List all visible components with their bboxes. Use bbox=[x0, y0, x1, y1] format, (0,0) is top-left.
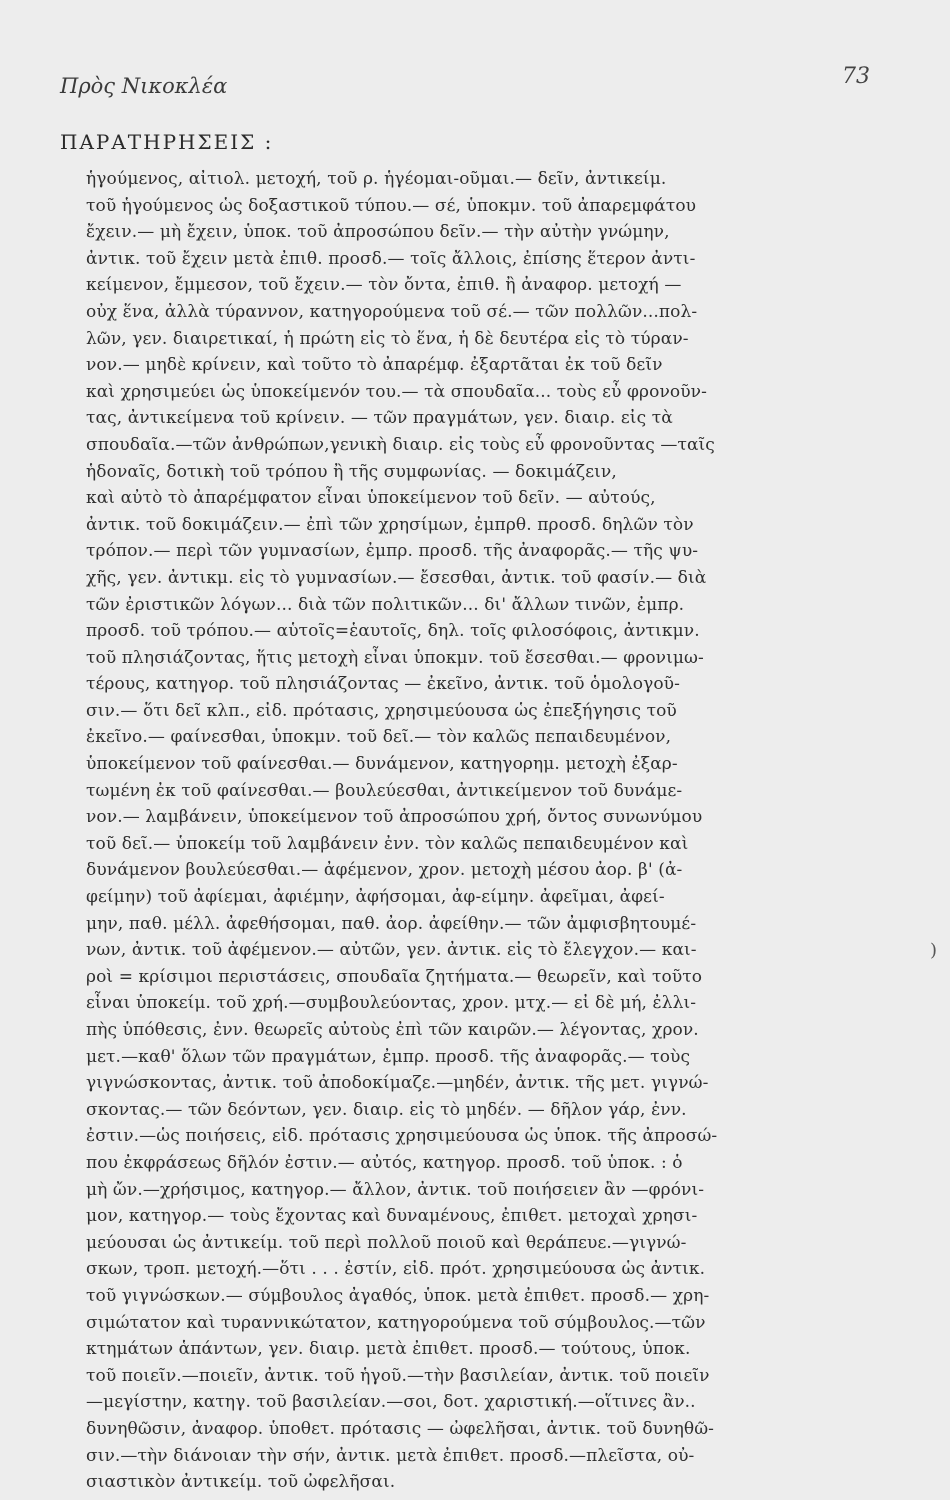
text-line: φείμην) τοῦ ἀφίεμαι, ἀφιέμην, ἀφήσομαι, ἀφ-είμην. ἀφεῖμαι, ἀφεί- bbox=[86, 887, 665, 908]
text-line: ἔχειν.— μὴ ἔχειν, ὑποκ. τοῦ ἀπροσώπου δεῖν.— τὴν αὐτὴν γνώμην, bbox=[86, 222, 670, 243]
text-line: δυνηθῶσιν, ἀναφορ. ὑποθετ. πρότασις — ὠφελῆσαι, ἀντικ. τοῦ δυνηθῶ- bbox=[86, 1418, 715, 1439]
text-line: ἡδοναῖς, δοτικὴ τοῦ τρόπου ἢ τῆς συμφωνίας. — δοκιμάζειν, bbox=[86, 461, 617, 482]
text-line: σιαστικὸν ἀντικείμ. τοῦ ὠφελῆσαι. bbox=[86, 1472, 396, 1493]
text-line: καὶ αὐτὸ τὸ ἀπαρέμφατον εἶναι ὑποκείμενον τοῦ δεῖν. — αὐτούς, bbox=[86, 488, 656, 509]
text-line: τοῦ γιγνώσκων.— σύμβουλος ἀγαθός, ὑποκ. μετὰ ἐπιθετ. προσδ.— χρη- bbox=[86, 1285, 710, 1306]
text-line: τρόπον.— περὶ τῶν γυμνασίων, ἐμπρ. προσδ. τῆς ἀναφορᾶς.— τῆς ψυ- bbox=[86, 541, 699, 562]
text-line: σκοντας.— τῶν δεόντων, γεν. διαιρ. εἰς τὸ μηδέν. — δῆλον γάρ, ἐνν. bbox=[86, 1099, 687, 1120]
body-text bbox=[86, 166, 886, 1496]
text-line: σιμώτατον καὶ τυραννικώτατον, κατηγορούμενα τοῦ σύμβουλος.—τῶν bbox=[86, 1312, 706, 1333]
text-line: νον.— λαμβάνειν, ὑποκείμενον τοῦ ἀπροσώπου χρή, ὄντος συνωνύμου bbox=[86, 807, 703, 828]
text-line: τωμένη ἐκ τοῦ φαίνεσθαι.— βουλεύεσθαι, ἀντικείμενον τοῦ δυνάμε- bbox=[86, 780, 683, 801]
text-line: νον.— μηδὲ κρίνειν, καὶ τοῦτο τὸ ἀπαρέμφ. ἐξαρτᾶται ἐκ τοῦ δεῖν bbox=[86, 355, 663, 376]
text-line: νων, ἀντικ. τοῦ ἀφέμενον.— αὐτῶν, γεν. ἀντικ. εἰς τὸ ἔλεγχον.— και- bbox=[86, 940, 697, 961]
text-line: προσδ. τοῦ τρόπου.— αὑτοῖς=ἑαυτοῖς, δηλ. τοῖς φιλοσόφοις, ἀντικμν. bbox=[86, 621, 700, 642]
text-line: που ἐκφράσεως δῆλόν ἐστιν.— αὐτός, κατηγορ. προσδ. τοῦ ὑποκ. : ὁ bbox=[86, 1152, 683, 1173]
text-line: τοῦ ποιεῖν.—ποιεῖν, ἀντικ. τοῦ ἡγοῦ.—τὴν βασιλείαν, ἀντικ. τοῦ ποιεῖν bbox=[86, 1365, 710, 1386]
text-line: τέρους, κατηγορ. τοῦ πλησιάζοντας — ἐκεῖνο, ἀντικ. τοῦ ὁμολογοῦ- bbox=[86, 674, 680, 695]
text-line: χῆς, γεν. ἀντικμ. εἰς τὸ γυμνασίων.— ἔσεσθαι, ἀντικ. τοῦ φασίν.— διὰ bbox=[86, 567, 707, 588]
text-line: γιγνώσκοντας, ἀντικ. τοῦ ἀποδοκίμαζε.—μηδέν, ἀντικ. τῆς μετ. γιγνώ- bbox=[86, 1073, 709, 1094]
text-line: σιν.—τὴν διάνοιαν τὴν σήν, ἀντικ. μετὰ ἐπιθετ. προσδ.—πλεῖστα, οὐ- bbox=[86, 1445, 695, 1466]
text-line: λῶν, γεν. διαιρετικαί, ἡ πρώτη εἰς τὸ ἕνα, ἡ δὲ δευτέρα εἰς τὸ τύραν- bbox=[86, 328, 689, 349]
text-line: μὴ ὤν.—χρήσιμος, κατηγορ.— ἄλλον, ἀντικ. τοῦ ποιήσειεν ἂν —φρόνι- bbox=[86, 1179, 705, 1200]
text-line: δυνάμενον βουλεύεσθαι.— ἀφέμενον, χρον. μετοχὴ μέσου ἀορ. β' (ἀ- bbox=[86, 860, 683, 881]
text-line: οὐχ ἕνα, ἀλλὰ τύραννον, κατηγορούμενα τοῦ σέ.— τῶν πολλῶν...πολ- bbox=[86, 301, 698, 322]
text-line: τοῦ ἡγούμενος ὡς δοξαστικοῦ τύπου.— σέ, ὑποκμν. τοῦ ἀπαρεμφάτου bbox=[86, 195, 697, 216]
text-line: σκων, τροπ. μετοχή.—ὅτι . . . ἐστίν, εἰδ. πρότ. χρησιμεύουσα ὡς ἀντικ. bbox=[86, 1259, 706, 1280]
text-line: σιν.— ὅτι δεῖ κλπ., εἰδ. πρότασις, χρησιμεύουσα ὡς ἐπεξήγησις τοῦ bbox=[86, 700, 677, 721]
text-line: μετ.—καθ' ὅλων τῶν πραγμάτων, ἐμπρ. προσδ. τῆς ἀναφορᾶς.— τοὺς bbox=[86, 1046, 691, 1067]
text-line: πὴς ὑπόθεσις, ἐνν. θεωρεῖς αὐτοὺς ἐπὶ τῶν καιρῶν.— λέγοντας, χρον. bbox=[86, 1020, 699, 1040]
text-line: σπουδαῖα.—τῶν ἀνθρώπων,γενικὴ διαιρ. εἰς τοὺς εὖ φρονοῦντας —ταῖς bbox=[86, 434, 715, 455]
page-number: 73 bbox=[842, 64, 870, 89]
text-line: κτημάτων ἁπάντων, γεν. διαιρ. μετὰ ἐπιθετ. προσδ.— τούτους, ὑποκ. bbox=[86, 1339, 691, 1360]
text-line: κείμενον, ἔμμεσον, τοῦ ἔχειν.— τὸν ὄντα, ἐπιθ. ἢ ἀναφορ. μετοχή — bbox=[86, 275, 682, 296]
text-line: καὶ χρησιμεύει ὡς ὑποκείμενόν του.— τὰ σπουδαῖα... τοὺς εὖ φρονοῦν- bbox=[86, 381, 707, 402]
text-line: ἀντικ. τοῦ δοκιμάζειν.— ἐπὶ τῶν χρησίμων, ἐμπρθ. προσδ. δηλῶν τὸν bbox=[86, 514, 694, 535]
text-line: εἶναι ὑποκείμ. τοῦ χρή.—συμβουλεύοντας, χρον. μτχ.— εἰ δὲ μή, ἐλλι- bbox=[86, 993, 697, 1014]
text-line: ἐκεῖνο.— φαίνεσθαι, ὑποκμν. τοῦ δεῖ.— τὸν καλῶς πεπαιδευμένον, bbox=[86, 727, 672, 748]
text-line: τοῦ πλησιάζοντας, ἥτις μετοχὴ εἶναι ὑποκμν. τοῦ ἔσεσθαι.— φρονιμω- bbox=[86, 647, 704, 668]
text-line: τας, ἀντικείμενα τοῦ κρίνειν. — τῶν πραγμάτων, γεν. διαιρ. εἰς τὰ bbox=[86, 408, 673, 429]
section-heading: ΠΑΡΑΤΗΡΗΣΕΙΣ : bbox=[60, 130, 274, 154]
margin-mark: ) bbox=[930, 940, 938, 961]
running-head: Πρὸς Νικοκλέα bbox=[60, 74, 228, 98]
text-line: ἀντικ. τοῦ ἔχειν μετὰ ἐπιθ. προσδ.— τοῖς ἄλλοις, ἐπίσης ἕτερον ἀντι- bbox=[86, 248, 696, 269]
text-line: μην, παθ. μέλλ. ἀφεθήσομαι, παθ. ἀορ. ἀφείθην.— τῶν ἀμφισβητουμέ- bbox=[86, 913, 697, 934]
text-line: τῶν ἐριστικῶν λόγων... διὰ τῶν πολιτικῶν... δι' ἄλλων τινῶν, ἐμπρ. bbox=[86, 594, 685, 615]
text-line: μον, κατηγορ.— τοὺς ἔχοντας καὶ δυναμένους, ἐπιθετ. μετοχαὶ χρησι- bbox=[86, 1206, 698, 1227]
text-line: τοῦ δεῖ.— ὑποκείμ τοῦ λαμβάνειν ἐνν. τὸν καλῶς πεπαιδευμένον καὶ bbox=[86, 833, 689, 854]
text-line: ὑποκείμενον τοῦ φαίνεσθαι.— δυνάμενον, κατηγορημ. μετοχὴ ἐξαρ- bbox=[86, 754, 678, 775]
text-line: —μεγίστην, κατηγ. τοῦ βασιλείαν.—σοι, δοτ. χαριστική.—οἵτινες ἂν.. bbox=[86, 1392, 696, 1413]
text-line: ροὶ = κρίσιμοι περιστάσεις, σπουδαῖα ζητήματα.— θεωρεῖν, καὶ τοῦτο bbox=[86, 966, 703, 987]
text-line: μεύουσαι ὡς ἀντικείμ. τοῦ περὶ πολλοῦ ποιοῦ καὶ θεράπευε.—γιγνώ- bbox=[86, 1232, 687, 1253]
text-line: ἡγούμενος, αἰτιολ. μετοχή, τοῦ ρ. ἡγέομαι-οῦμαι.— δεῖν, ἀντικείμ. bbox=[86, 169, 667, 189]
text-line: ἐστιν.—ὡς ποιήσεις, εἰδ. πρότασις χρησιμεύουσα ὡς ὑποκ. τῆς ἀπροσώ- bbox=[86, 1126, 718, 1147]
